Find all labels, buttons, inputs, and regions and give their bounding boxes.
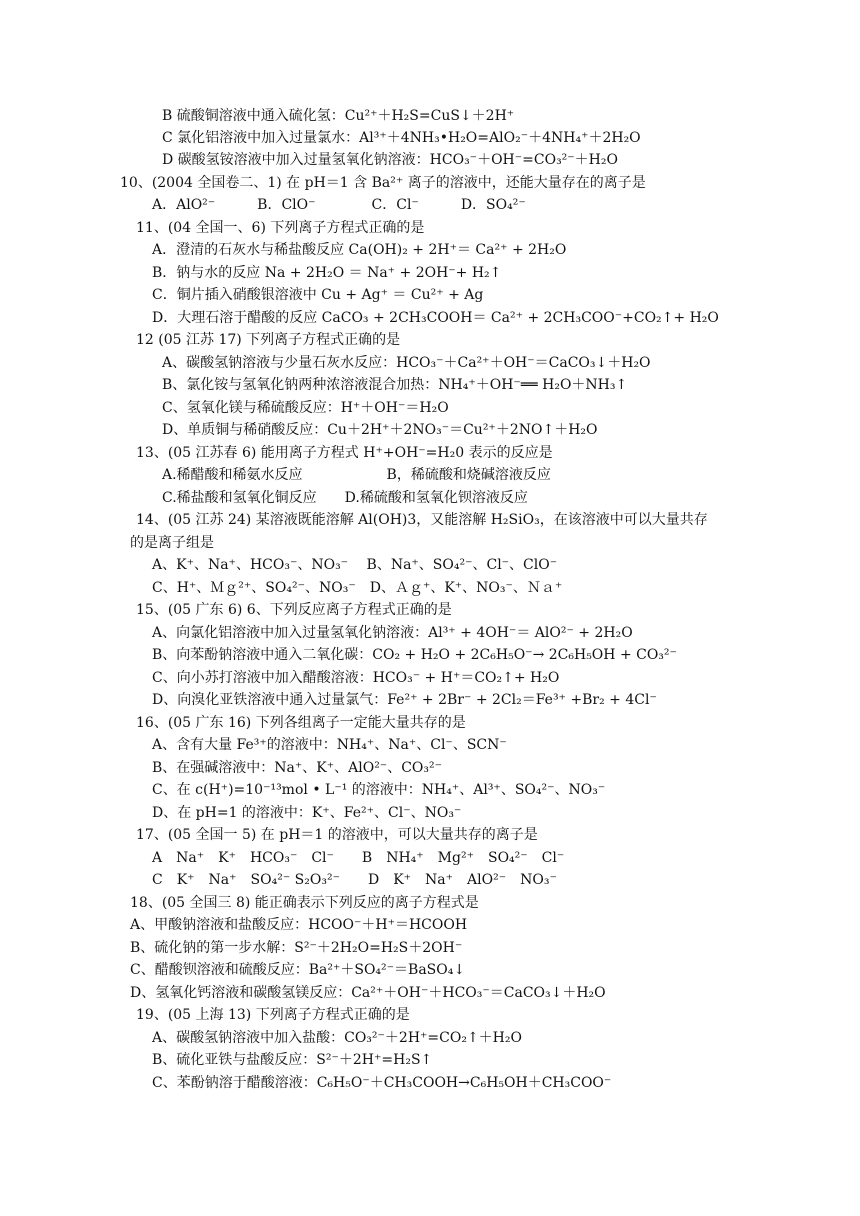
option-line: A.稀醋酸和稀氨水反应 B，稀硫酸和烧碱溶液反应 (162, 467, 551, 483)
option-line: A．AlO²⁻ B．ClO⁻ C．Cl⁻ D．SO₄²⁻ (152, 197, 526, 213)
option-line: B、氯化铵与氢氧化钠两种浓溶液混合加热：NH₄⁺＋OH⁻══ H₂O＋NH₃↑ (162, 377, 628, 393)
question-line: 14、(05 江苏 24) 某溶液既能溶解 Al(OH)3，又能溶解 H₂SiO₃，在该溶液中可以大量共存 (136, 512, 708, 528)
option-line: B．钠与水的反应 Na + 2H₂O ＝ Na⁺ + 2OH⁻+ H₂↑ (152, 265, 502, 281)
option-line: A、向氯化铝溶液中加入过量氢氧化钠溶液：Al³⁺ + 4OH⁻＝ AlO²⁻ + 2H₂O (152, 625, 633, 641)
option-line: A、碳酸氢钠溶液与少量石灰水反应：HCO₃⁻＋Ca²⁺＋OH⁻＝CaCO₃↓＋H₂O (162, 355, 651, 371)
option-line: A、K⁺、Na⁺、HCO₃⁻、NO₃⁻ B、Na⁺、SO₄²⁻、Cl⁻、ClO⁻ (152, 557, 558, 573)
option-line: C.稀盐酸和氢氧化铜反应 D.稀硫酸和氢氧化钡溶液反应 (162, 490, 528, 506)
question-line: 11、(04 全国一、6) 下列离子方程式正确的是 (136, 220, 425, 236)
option-line: D、单质铜与稀硝酸反应：Cu＋2H⁺＋2NO₃⁻＝Cu²⁺＋2NO↑＋H₂O (162, 422, 598, 438)
option-line: A、含有大量 Fe³⁺的溶液中：NH₄⁺、Na⁺、Cl⁻、SCN⁻ (152, 737, 507, 753)
option-line: C、氢氧化镁与稀硫酸反应：H⁺＋OH⁻＝H₂O (162, 400, 449, 416)
option-line: C、向小苏打溶液中加入醋酸溶液：HCO₃⁻ + H⁺＝CO₂↑+ H₂O (152, 670, 560, 686)
option-line: C 氯化铝溶液中加入过量氯水：Al³⁺＋4NH₃•H₂O=AlO₂⁻＋4NH₄⁺＋2H₂O (162, 130, 641, 146)
question-line: 19、(05 上海 13) 下列离子方程式正确的是 (136, 1007, 410, 1023)
option-line: C、在 c(H⁺)=10⁻¹³mol • L⁻¹ 的溶液中：NH₄⁺、Al³⁺、SO₄²⁻、NO₃⁻ (152, 782, 606, 798)
option-line: B、硫化亚铁与盐酸反应：S²⁻＋2H⁺=H₂S↑ (152, 1052, 433, 1068)
option-line: B、硫化钠的第一步水解：S²⁻＋2H₂O=H₂S＋2OH⁻ (130, 940, 463, 956)
option-line: D．大理石溶于醋酸的反应 CaCO₃ + 2CH₃COOH＝ Ca²⁺ + 2CH₃COO⁻+CO₂↑+ H₂O (152, 310, 719, 326)
option-line: D、氢氧化钙溶液和碳酸氢镁反应：Ca²⁺＋OH⁻＋HCO₃⁻＝CaCO₃↓＋H₂O (130, 985, 606, 1001)
option-line: C、醋酸钡溶液和硫酸反应：Ba²⁺＋SO₄²⁻＝BaSO₄↓ (130, 962, 466, 978)
option-line: B、在强碱溶液中：Na⁺、K⁺、AlO²⁻、CO₃²⁻ (152, 760, 442, 776)
option-line: C K⁺ Na⁺ SO₄²⁻ S₂O₃²⁻ D K⁺ Na⁺ AlO²⁻ NO₃⁻ (152, 872, 557, 888)
option-line: A、碳酸氢钠溶液中加入盐酸：CO₃²⁻＋2H⁺=CO₂↑＋H₂O (152, 1030, 522, 1046)
option-line: B 硫酸铜溶液中通入硫化氢：Cu²⁺＋H₂S=CuS↓＋2H⁺ (162, 108, 515, 124)
question-line: 16、(05 广东 16) 下列各组离子一定能大量共存的是 (136, 715, 466, 731)
option-line: A．澄清的石灰水与稀盐酸反应 Ca(OH)₂ + 2H⁺＝ Ca²⁺ + 2H₂O (152, 242, 567, 258)
option-line: B、向苯酚钠溶液中通入二氧化碳：CO₂ + H₂O + 2C₆H₅O⁻→ 2C₆H₅OH + CO₃²⁻ (152, 647, 677, 663)
question-line: 12 (05 江苏 17) 下列离子方程式正确的是 (136, 332, 401, 348)
question-line: 17、(05 全国一 5) 在 pH＝1 的溶液中，可以大量共存的离子是 (136, 827, 538, 843)
option-line: D、向溴化亚铁溶液中通入过量氯气：Fe²⁺ + 2Br⁻ + 2Cl₂＝Fe³⁺ +Br₂ + 4Cl⁻ (152, 692, 657, 708)
option-line: C、苯酚钠溶于醋酸溶液：C₆H₅O⁻＋CH₃COOH→C₆H₅OH＋CH₃COO⁻ (152, 1075, 612, 1091)
question-line-continued: 的是离子组是 (130, 535, 214, 551)
option-line: D、在 pH=1 的溶液中：K⁺、Fe²⁺、Cl⁻、NO₃⁻ (152, 805, 462, 821)
option-line: D 碳酸氢铵溶液中加入过量氢氧化钠溶液：HCO₃⁻＋OH⁻=CO₃²⁻＋H₂O (162, 152, 618, 168)
option-line: C．铜片插入硝酸银溶液中 Cu + Ag⁺ ＝ Cu²⁺ + Ag (152, 287, 484, 303)
question-line: 15、(05 广东 6) 6、下列反应离子方程式正确的是 (136, 602, 452, 618)
option-line: C、H⁺、Ｍｇ²⁺、SO₄²⁻、NO₃⁻ D、Ａｇ⁺、K⁺、NO₃⁻、Ｎａ⁺ (152, 580, 563, 596)
question-line: 18、(05 全国三 8) 能正确表示下列反应的离子方程式是 (130, 895, 479, 911)
question-line: 10、(2004 全国卷二、1) 在 pH＝1 含 Ba²⁺ 离子的溶液中，还能大量存在的离子是 (120, 175, 646, 191)
option-line: A Na⁺ K⁺ HCO₃⁻ Cl⁻ B NH₄⁺ Mg²⁺ SO₄²⁻ Cl⁻ (152, 850, 565, 866)
question-line: 13、(05 江苏春 6) 能用离子方程式 H⁺+OH⁻=H₂0 表示的反应是 (136, 445, 553, 461)
option-line: A、甲酸钠溶液和盐酸反应：HCOO⁻＋H⁺＝HCOOH (130, 917, 468, 933)
